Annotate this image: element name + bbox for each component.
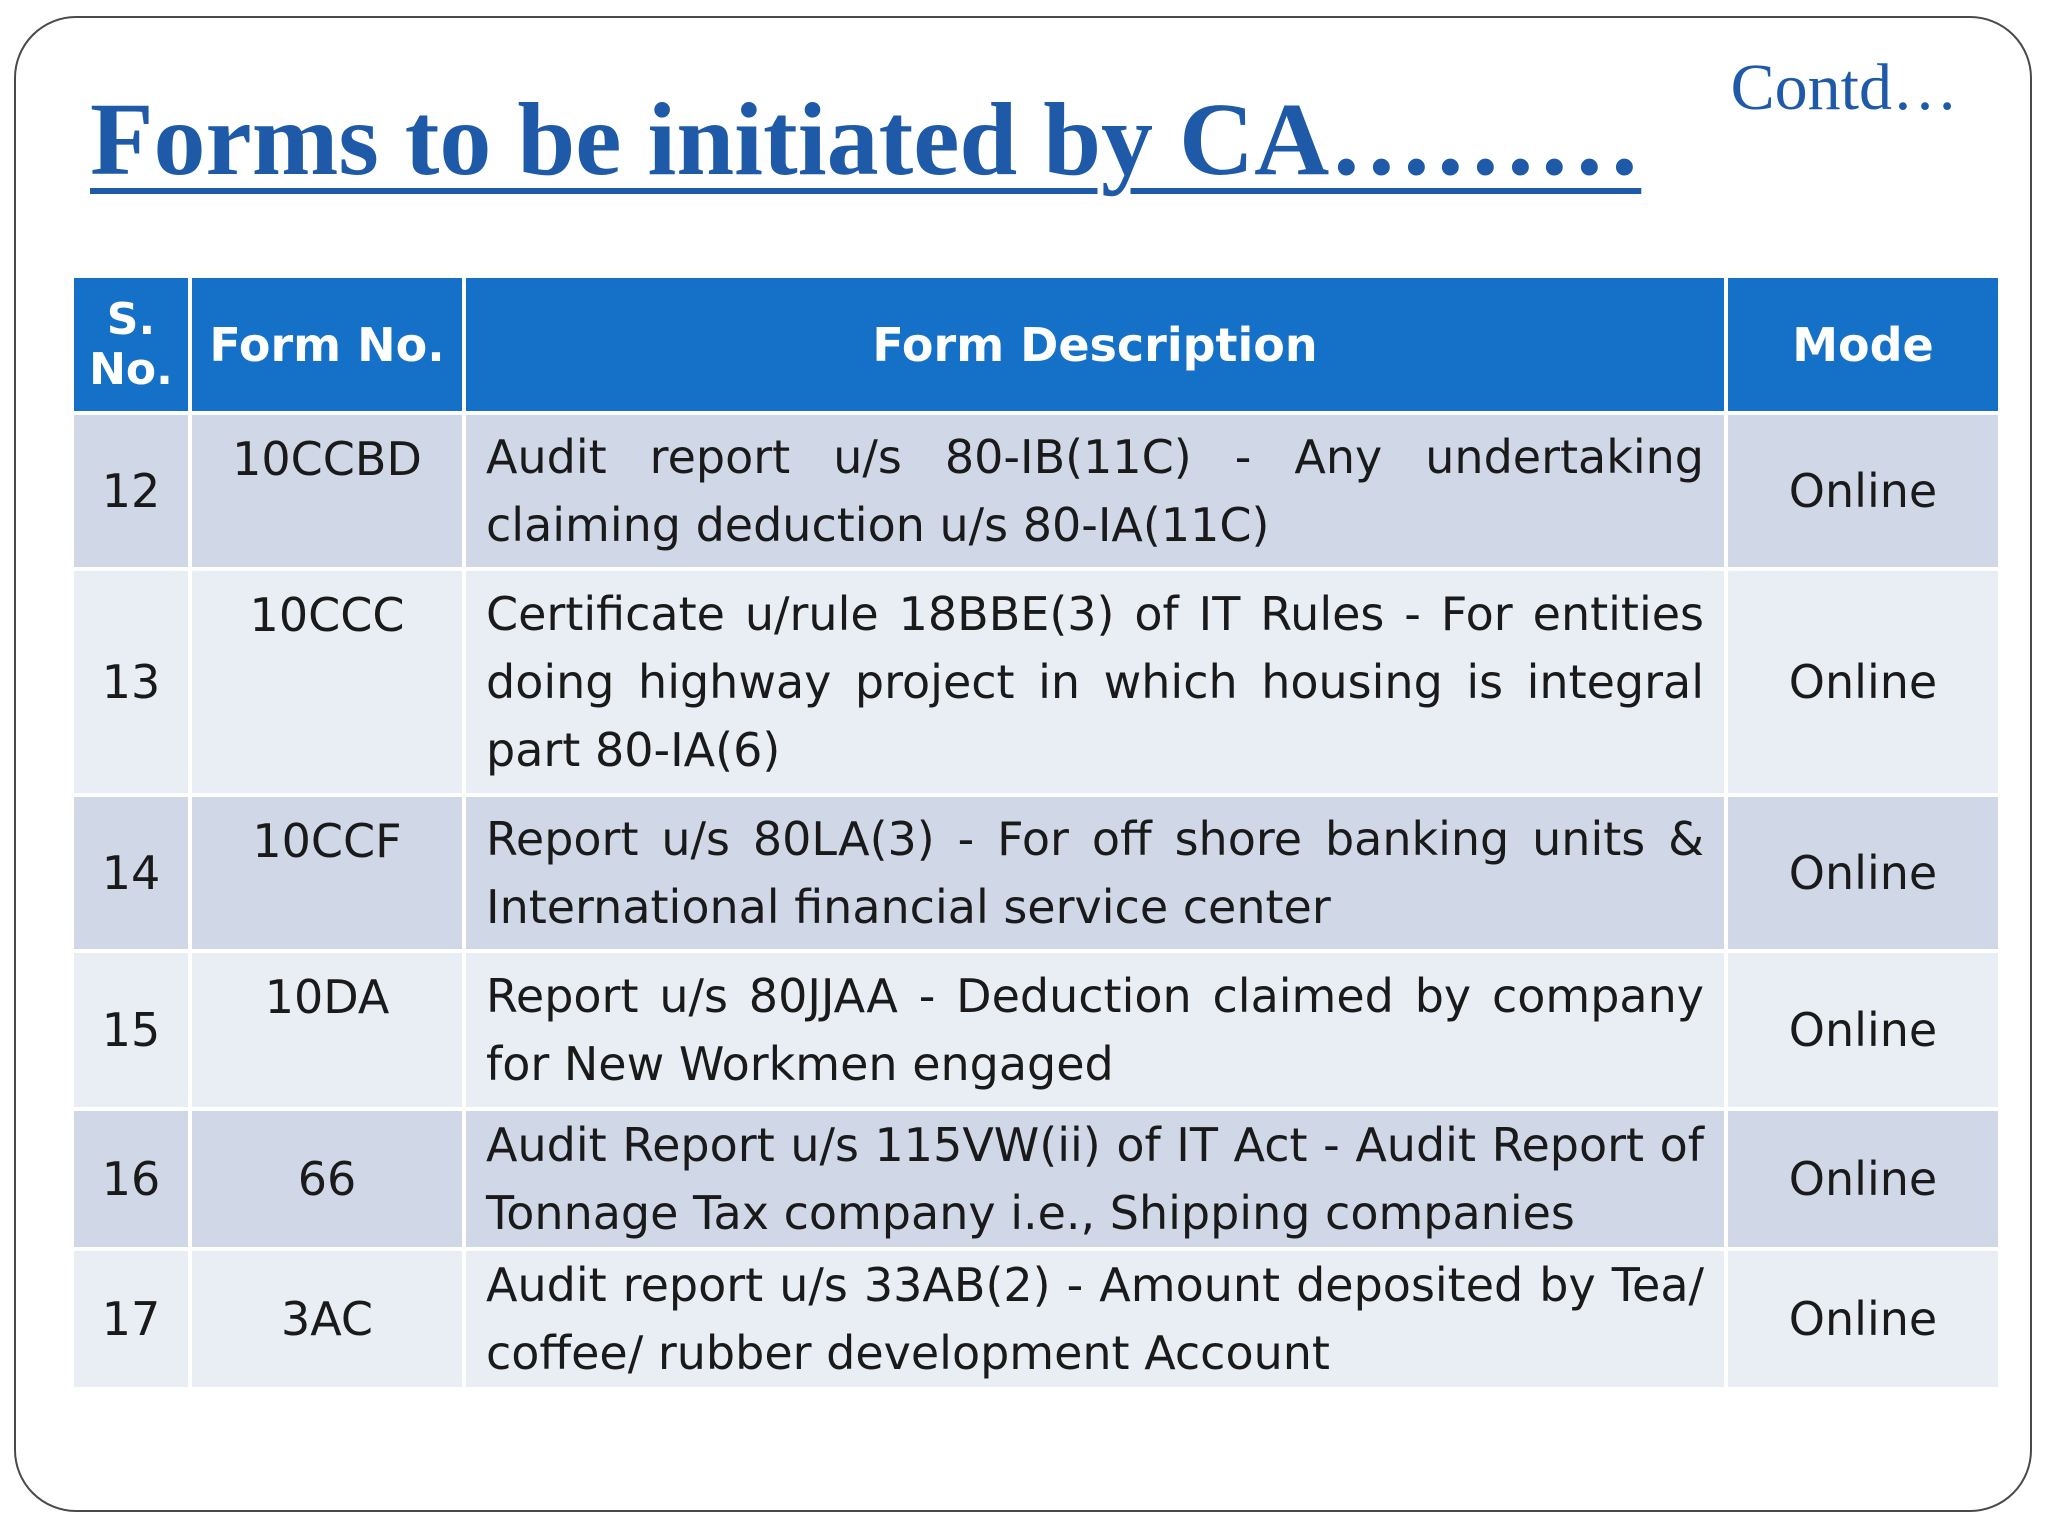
cell-mode: Online: [1726, 951, 2000, 1109]
cell-sno: 14: [72, 795, 190, 951]
header-sno: S. No.: [72, 276, 190, 413]
cell-sno: 13: [72, 569, 190, 795]
cell-sno: 12: [72, 413, 190, 569]
cell-mode: Online: [1726, 1249, 2000, 1389]
cell-description: Certificate u/rule 18BBE(3) of IT Rules - For entities doing highway project in which housing is integral part 80-IA(6): [464, 569, 1726, 795]
header-mode: Mode: [1726, 276, 2000, 413]
slide-title: Forms to be initiated by CA………: [90, 82, 1642, 197]
header-form-description: Form Description: [464, 276, 1726, 413]
cell-sno: 17: [72, 1249, 190, 1389]
cell-description: Audit Report u/s 115VW(ii) of IT Act - Audit Report of Tonnage Tax company i.e., Shipping companies: [464, 1109, 1726, 1249]
table-row: [72, 795, 2000, 951]
forms-table: [70, 274, 2002, 1391]
table-row: [72, 569, 2000, 795]
table-header-row: [72, 276, 2000, 413]
cell-description: Audit report u/s 80-IB(11C) - Any undertaking claiming deduction u/s 80-IA(11C): [464, 413, 1726, 569]
cell-form-no: 10CCC: [190, 569, 464, 795]
cell-form-no: 3AC: [190, 1249, 464, 1389]
cell-mode: Online: [1726, 569, 2000, 795]
table-row: [72, 413, 2000, 569]
cell-form-no: 10CCBD: [190, 413, 464, 569]
cell-description: Report u/s 80JJAA - Deduction claimed by company for New Workmen engaged: [464, 951, 1726, 1109]
cell-mode: Online: [1726, 1109, 2000, 1249]
table-row: [72, 951, 2000, 1109]
cell-form-no: 10CCF: [190, 795, 464, 951]
cell-mode: Online: [1726, 795, 2000, 951]
cell-sno: 15: [72, 951, 190, 1109]
cell-sno: 16: [72, 1109, 190, 1249]
cell-description: Report u/s 80LA(3) - For off shore banking units & International financial service center: [464, 795, 1726, 951]
table-row: [72, 1109, 2000, 1249]
cell-mode: Online: [1726, 413, 2000, 569]
cell-description: Audit report u/s 33AB(2) - Amount deposited by Tea/ coffee/ rubber development Account: [464, 1249, 1726, 1389]
table-row: [72, 1249, 2000, 1389]
header-form-no: Form No.: [190, 276, 464, 413]
cell-form-no: 10DA: [190, 951, 464, 1109]
continued-label: Contd…: [1730, 51, 1958, 124]
cell-form-no: 66: [190, 1109, 464, 1249]
